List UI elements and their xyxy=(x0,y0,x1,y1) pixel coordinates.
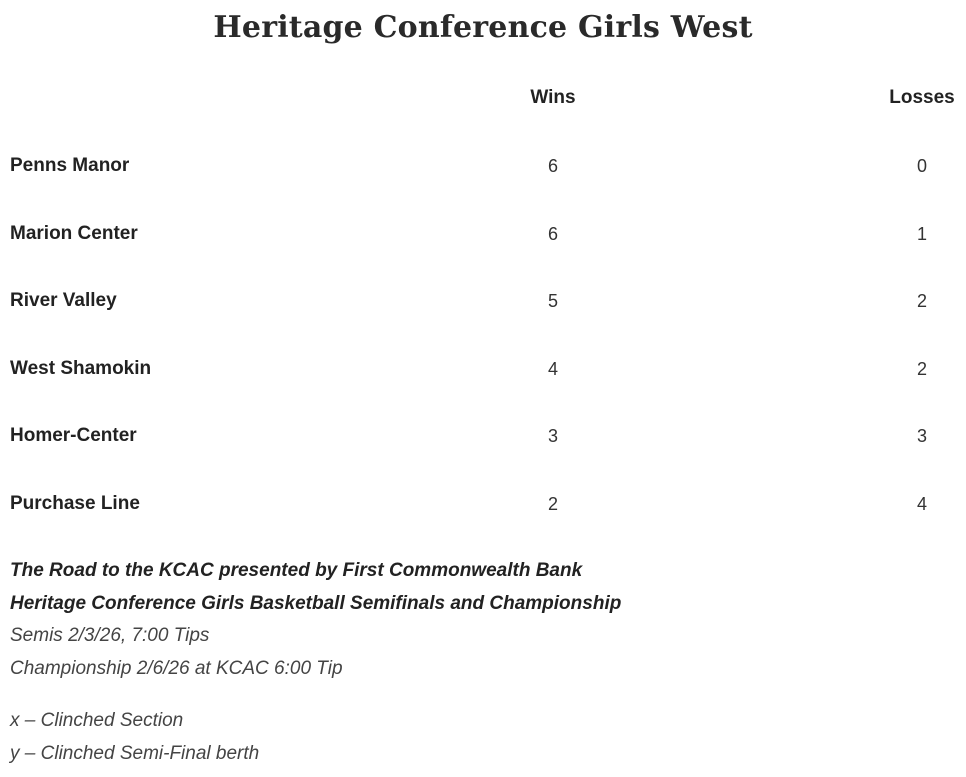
table-row xyxy=(0,489,966,519)
page-title: Heritage Conference Girls West xyxy=(213,10,753,45)
team-wins: 5 xyxy=(547,291,558,311)
team-losses: 4 xyxy=(916,494,927,514)
table-row xyxy=(0,421,966,451)
championship-note: Championship 2/6/26 at KCAC 6:00 Tip xyxy=(10,658,343,679)
team-name: Homer-Center xyxy=(10,425,137,446)
team-losses: 2 xyxy=(916,359,927,379)
column-header-losses: Losses xyxy=(889,87,955,108)
presented-by-note: The Road to the KCAC presented by First Commonwealth Bank xyxy=(10,560,583,581)
legend-x: x – Clinched Section xyxy=(10,710,184,731)
team-wins: 6 xyxy=(547,156,558,176)
team-name: Purchase Line xyxy=(10,493,140,514)
team-wins: 2 xyxy=(547,494,558,514)
team-name: Marion Center xyxy=(10,223,138,244)
table-row xyxy=(0,286,966,316)
legend-y: y – Clinched Semi-Final berth xyxy=(10,743,260,764)
team-name: River Valley xyxy=(10,290,117,311)
team-losses: 3 xyxy=(916,426,927,446)
column-header-wins: Wins xyxy=(530,87,576,108)
table-row xyxy=(0,219,966,249)
team-wins: 3 xyxy=(547,426,558,446)
team-wins: 4 xyxy=(547,359,558,379)
team-losses: 2 xyxy=(916,291,927,311)
team-wins: 6 xyxy=(547,224,558,244)
team-name: West Shamokin xyxy=(10,358,152,379)
semis-note: Semis 2/3/26, 7:00 Tips xyxy=(10,625,210,646)
team-losses: 1 xyxy=(916,224,927,244)
team-losses: 0 xyxy=(916,156,927,176)
event-note: Heritage Conference Girls Basketball Semifinals and Championship xyxy=(10,593,622,614)
table-row xyxy=(0,151,966,181)
team-name: Penns Manor xyxy=(10,155,130,176)
table-row xyxy=(0,354,966,384)
